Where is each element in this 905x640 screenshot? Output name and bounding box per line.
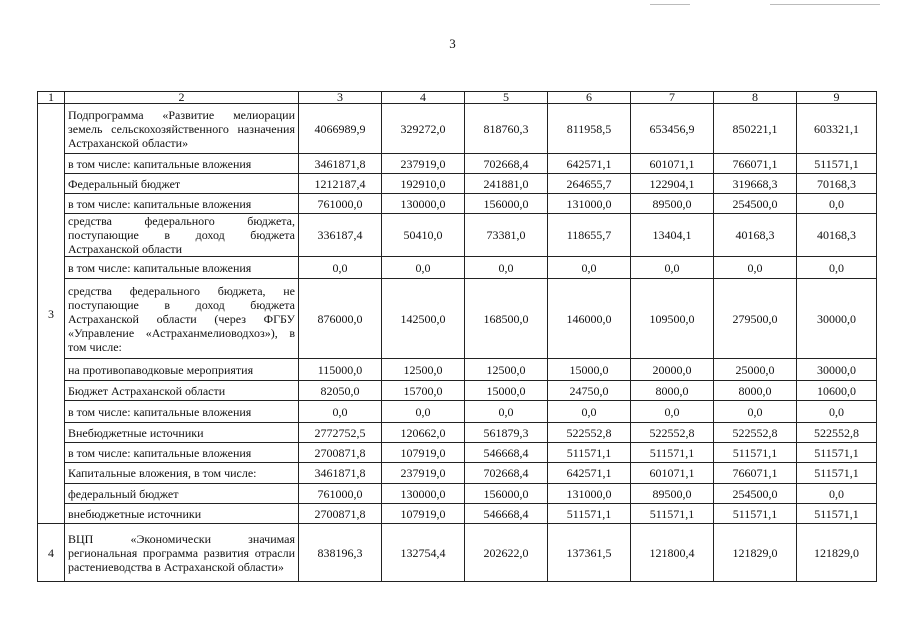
value-cell: 82050,0 [299,381,382,401]
table-row [38,484,877,504]
row-label: Подпрограмма «Развитие мелиорации земель сельскохозяйственного назначения Астраханской области» [65,104,299,154]
value-cell: 107919,0 [382,504,465,524]
value-cell: 156000,0 [465,484,548,504]
value-cell: 1212187,4 [299,174,382,194]
value-cell: 192910,0 [382,174,465,194]
value-cell: 546668,4 [465,443,548,463]
page-number: 3 [449,36,456,51]
value-cell: 121800,4 [631,524,714,582]
table-row [38,214,877,257]
value-cell: 241881,0 [465,174,548,194]
value-cell: 0,0 [797,194,877,214]
value-cell: 336187,4 [299,214,382,257]
header-cell: 1 [38,92,65,104]
value-cell: 0,0 [797,484,877,504]
value-cell: 0,0 [465,257,548,279]
header-cell: 2 [65,92,299,104]
value-cell: 0,0 [714,401,797,423]
value-cell: 279500,0 [714,279,797,359]
value-cell: 838196,3 [299,524,382,582]
table-row [38,423,877,443]
table-row [38,381,877,401]
value-cell: 0,0 [299,257,382,279]
value-cell: 653456,9 [631,104,714,154]
value-cell: 8000,0 [631,381,714,401]
scan-artifact [770,4,880,5]
value-cell: 0,0 [465,401,548,423]
value-cell: 109500,0 [631,279,714,359]
value-cell: 0,0 [299,401,382,423]
table-row [38,401,877,423]
value-cell: 546668,4 [465,504,548,524]
value-cell: 15700,0 [382,381,465,401]
value-cell: 237919,0 [382,463,465,484]
row-label: Капитальные вложения, в том числе: [65,463,299,484]
value-cell: 319668,3 [714,174,797,194]
value-cell: 8000,0 [714,381,797,401]
table-row [38,504,877,524]
value-cell: 142500,0 [382,279,465,359]
value-cell: 522552,8 [797,423,877,443]
table-row [38,279,877,359]
budget-table [37,91,877,582]
value-cell: 10600,0 [797,381,877,401]
value-cell: 89500,0 [631,484,714,504]
value-cell: 511571,1 [797,154,877,174]
value-cell: 511571,1 [548,443,631,463]
value-cell: 131000,0 [548,194,631,214]
value-cell: 12500,0 [382,359,465,381]
value-cell: 40168,3 [714,214,797,257]
value-cell: 130000,0 [382,194,465,214]
value-cell: 24750,0 [548,381,631,401]
value-cell: 13404,1 [631,214,714,257]
value-cell: 3461871,8 [299,154,382,174]
table-row [38,104,877,154]
value-cell: 0,0 [797,401,877,423]
value-cell: 0,0 [548,401,631,423]
scan-artifact [650,4,690,5]
header-row [38,92,877,104]
value-cell: 132754,4 [382,524,465,582]
header-cell: 4 [382,92,465,104]
value-cell: 137361,5 [548,524,631,582]
value-cell: 30000,0 [797,359,877,381]
value-cell: 254500,0 [714,484,797,504]
value-cell: 121829,0 [797,524,877,582]
value-cell: 329272,0 [382,104,465,154]
row-label: внебюджетные источники [65,504,299,524]
row-label: в том числе: капитальные вложения [65,443,299,463]
table-row [38,443,877,463]
value-cell: 511571,1 [714,443,797,463]
value-cell: 25000,0 [714,359,797,381]
value-cell: 702668,4 [465,463,548,484]
table-row [38,194,877,214]
header-cell: 8 [714,92,797,104]
value-cell: 601071,1 [631,154,714,174]
value-cell: 511571,1 [548,504,631,524]
value-cell: 522552,8 [548,423,631,443]
value-cell: 0,0 [382,257,465,279]
value-cell: 130000,0 [382,484,465,504]
table-row [38,524,877,582]
header-cell: 7 [631,92,714,104]
value-cell: 20000,0 [631,359,714,381]
value-cell: 264655,7 [548,174,631,194]
value-cell: 156000,0 [465,194,548,214]
value-cell: 50410,0 [382,214,465,257]
value-cell: 761000,0 [299,484,382,504]
value-cell: 3461871,8 [299,463,382,484]
value-cell: 15000,0 [548,359,631,381]
value-cell: 876000,0 [299,279,382,359]
value-cell: 601071,1 [631,463,714,484]
header-cell: 3 [299,92,382,104]
row-label: средства федерального бюджета, поступающие в доход бюджета Астраханской области [65,214,299,257]
value-cell: 522552,8 [631,423,714,443]
row-label: в том числе: капитальные вложения [65,194,299,214]
row-label: средства федерального бюджета, не поступающие в доход бюджета Астраханской области (через ФГБУ «Управление «Астраханмелиоводхоз»), в том числе: [65,279,299,359]
value-cell: 121829,0 [714,524,797,582]
value-cell: 237919,0 [382,154,465,174]
section-index: 4 [38,524,65,582]
row-label: Федеральный бюджет [65,174,299,194]
table-row [38,463,877,484]
row-label: федеральный бюджет [65,484,299,504]
header-cell: 6 [548,92,631,104]
header-cell: 5 [465,92,548,104]
value-cell: 89500,0 [631,194,714,214]
table-row [38,359,877,381]
header-cell: 9 [797,92,877,104]
value-cell: 73381,0 [465,214,548,257]
value-cell: 2700871,8 [299,504,382,524]
row-label: Внебюджетные источники [65,423,299,443]
value-cell: 766071,1 [714,463,797,484]
value-cell: 561879,3 [465,423,548,443]
value-cell: 131000,0 [548,484,631,504]
value-cell: 12500,0 [465,359,548,381]
table-row [38,257,877,279]
value-cell: 642571,1 [548,154,631,174]
value-cell: 4066989,9 [299,104,382,154]
value-cell: 761000,0 [299,194,382,214]
value-cell: 0,0 [548,257,631,279]
value-cell: 107919,0 [382,443,465,463]
section-index: 3 [38,104,65,524]
value-cell: 2772752,5 [299,423,382,443]
value-cell: 642571,1 [548,463,631,484]
value-cell: 511571,1 [797,504,877,524]
value-cell: 15000,0 [465,381,548,401]
value-cell: 70168,3 [797,174,877,194]
value-cell: 511571,1 [714,504,797,524]
row-label: ВЦП «Экономически значимая региональная программа развития отрасли растениеводства в Астраханской области» [65,524,299,582]
table-row [38,154,877,174]
value-cell: 702668,4 [465,154,548,174]
value-cell: 511571,1 [797,443,877,463]
table-row [38,174,877,194]
value-cell: 0,0 [631,257,714,279]
value-cell: 850221,1 [714,104,797,154]
value-cell: 118655,7 [548,214,631,257]
value-cell: 811958,5 [548,104,631,154]
value-cell: 30000,0 [797,279,877,359]
row-label: в том числе: капитальные вложения [65,154,299,174]
value-cell: 511571,1 [797,463,877,484]
value-cell: 0,0 [797,257,877,279]
value-cell: 254500,0 [714,194,797,214]
value-cell: 168500,0 [465,279,548,359]
value-cell: 122904,1 [631,174,714,194]
value-cell: 2700871,8 [299,443,382,463]
value-cell: 120662,0 [382,423,465,443]
value-cell: 818760,3 [465,104,548,154]
value-cell: 522552,8 [714,423,797,443]
row-label: в том числе: капитальные вложения [65,257,299,279]
value-cell: 511571,1 [631,504,714,524]
value-cell: 603321,1 [797,104,877,154]
value-cell: 0,0 [714,257,797,279]
row-label: в том числе: капитальные вложения [65,401,299,423]
row-label: Бюджет Астраханской области [65,381,299,401]
value-cell: 0,0 [631,401,714,423]
value-cell: 511571,1 [631,443,714,463]
value-cell: 0,0 [382,401,465,423]
value-cell: 146000,0 [548,279,631,359]
value-cell: 40168,3 [797,214,877,257]
row-label: на противопаводковые мероприятия [65,359,299,381]
value-cell: 202622,0 [465,524,548,582]
value-cell: 766071,1 [714,154,797,174]
value-cell: 115000,0 [299,359,382,381]
